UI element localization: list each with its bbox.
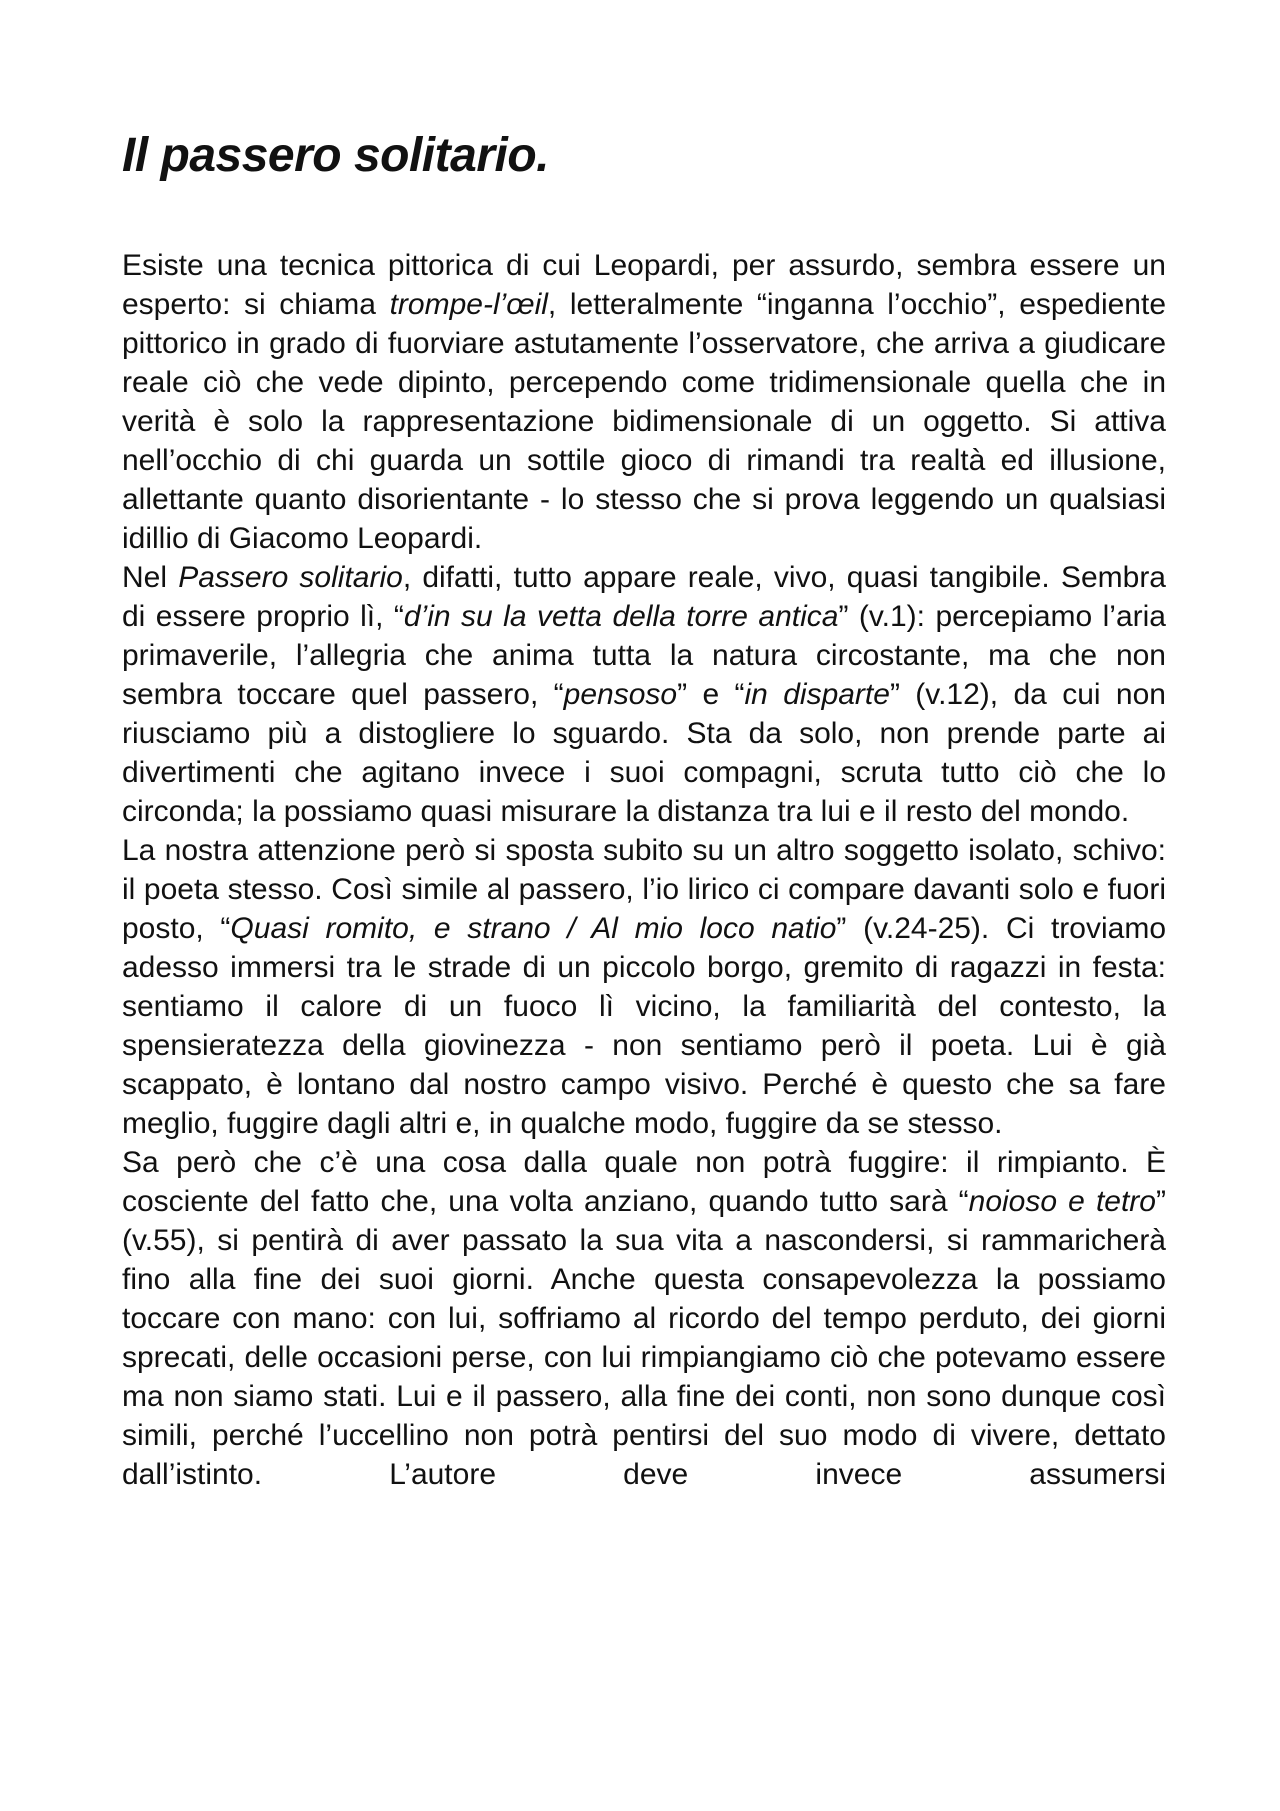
italic-text-run: pensoso <box>563 678 678 711</box>
italic-text-run: d’in su la vetta della torre antica <box>403 600 839 633</box>
italic-text-run: trompe-l’œil <box>389 288 548 321</box>
text-run: ” (v.55), si pentirà di aver passato la sua vita a nascondersi, si rammaricherà fino alla fine dei suoi giorni. Anche questa consapevolezza la possiamo toccare con mano: con lui, soffriamo al ricordo del tempo perduto, dei giorni sprecati, delle occasioni perse, con lui rimpiangiamo ciò che potevamo essere ma non siamo stati. Lui e il passero, alla fine dei conti, non sono dunque così simili, perché l’uccellino non potrà pentirsi del suo modo di vivere, dettato dall’istinto. L’autore deve invece assumersi <box>122 1185 1166 1491</box>
document-title: Il passero solitario. <box>122 129 549 182</box>
text-run: ” e “ <box>677 678 745 711</box>
text-run: ” (v.1): percepiamo l’aria primaverile, l’allegria che anima tutta la natura circostante, ma che non sembra toccare quel passero, “ <box>122 600 1166 711</box>
text-run: Sa però che c’è una cosa dalla quale non potrà fuggire: il rimpianto. È cosciente del fatto che, una volta anziano, quando tutto sarà “ <box>122 1146 1166 1218</box>
document-body <box>122 246 1166 1494</box>
text-run: Nel <box>122 561 179 594</box>
paragraph <box>122 1143 1166 1494</box>
text-run: ” (v.24-25). Ci troviamo adesso immersi tra le strade di un piccolo borgo, gremito di ragazzi in festa: sentiamo il calore di un fuoco lì vicino, la familiarità del contesto, la spensieratezza della giovinezza - non sentiamo però il poeta. Lui è già scappato, è lontano dal nostro campo visivo. Perché è questo che sa fare meglio, fuggire dagli altri e, in qualche modo, fuggire da se stesso. <box>122 912 1167 1140</box>
paragraph <box>122 558 1166 831</box>
italic-text-run: noioso e tetro <box>968 1185 1156 1218</box>
text-run: ” (v.12), da cui non riusciamo più a distogliere lo sguardo. Sta da solo, non prende parte ai divertimenti che agitano invece i suoi compagni, scruta tutto ciò che lo circonda; la possiamo quasi misurare la distanza tra lui e il resto del mondo. <box>122 678 1166 828</box>
italic-text-run: in disparte <box>744 678 890 711</box>
text-run: , difatti, tutto appare reale, vivo, quasi tangibile. Sembra di essere proprio lì, “ <box>122 561 1166 633</box>
paragraph <box>122 246 1166 558</box>
text-run: , letteralmente “inganna l’occhio”, espediente pittorico in grado di fuorviare astutamente l’osservatore, che arriva a giudicare reale ciò che vede dipinto, percependo come tridimensionale quella che in verità è solo la rappresentazione bidimensionale di un oggetto. Si attiva nell’occhio di chi guarda un sottile gioco di rimandi tra realtà ed illusione, allettante quanto disorientante - lo stesso che si prova leggendo un qualsiasi idillio di Giacomo Leopardi. <box>122 288 1167 555</box>
paragraph <box>122 831 1166 1143</box>
document-page <box>122 128 1166 1494</box>
text-run: Esiste una tecnica pittorica di cui Leopardi, per assurdo, sembra essere un esperto: si chiama <box>122 249 1166 321</box>
text-run: La nostra attenzione però si sposta subito su un altro soggetto isolato, schivo: il poeta stesso. Così simile al passero, l’io lirico ci compare davanti solo e fuori posto, “ <box>122 834 1166 945</box>
italic-text-run: Passero solitario <box>178 561 403 594</box>
italic-text-run: Quasi romito, e strano / Al mio loco natio <box>230 912 837 945</box>
